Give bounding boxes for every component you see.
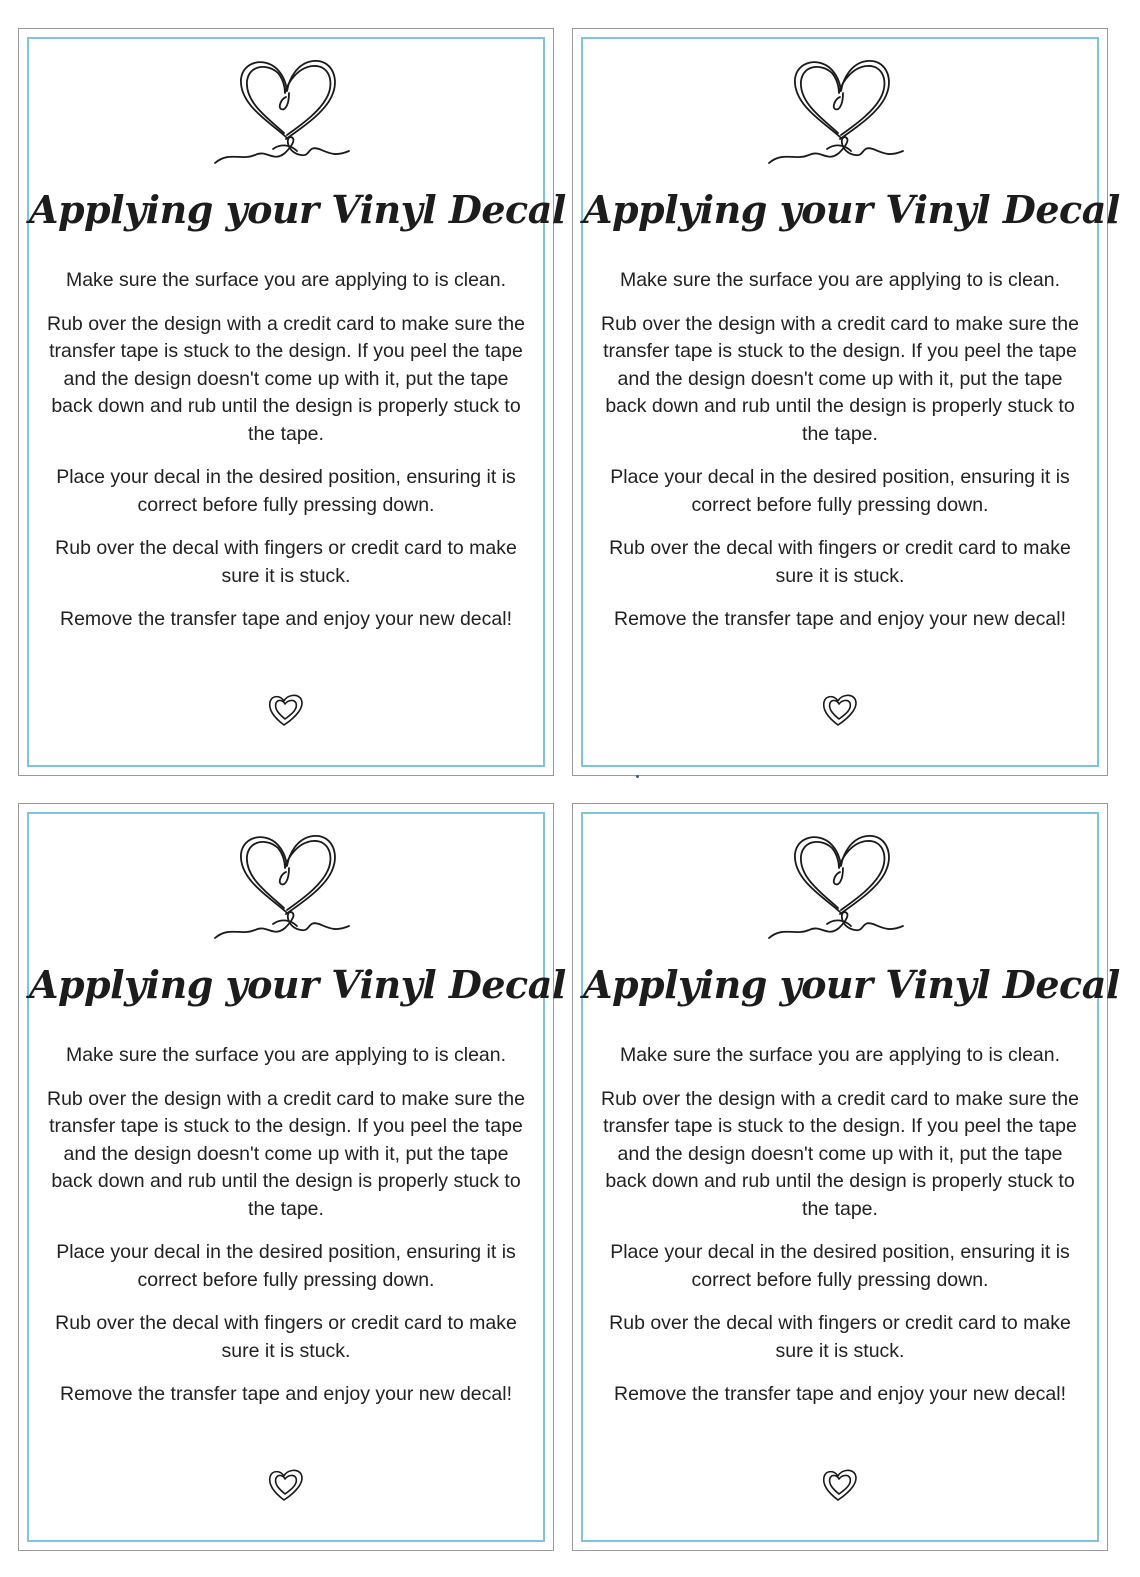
step-2: Rub over the design with a credit card to make sure the transfer tape is stuck to the design. If you peel the tape and the design doesn't come up with it, put the tape back down and rub until the design is properly stuck to the tape.	[47, 1087, 525, 1220]
step-1: Make sure the surface you are applying to is clean.	[619, 269, 1061, 291]
card-title: Applying your Vinyl Decal	[29, 187, 566, 232]
small-double-heart-icon	[818, 687, 862, 731]
instruction-card-4	[572, 803, 1120, 1551]
instruction-card-1	[18, 28, 566, 776]
step-5: Remove the transfer tape and enjoy your new decal!	[613, 608, 1066, 630]
scribble-heart-icon	[765, 828, 915, 940]
step-1: Make sure the surface you are applying to is clean.	[65, 1044, 507, 1066]
card-title: Applying your Vinyl Decal	[29, 962, 566, 1007]
step-4: Rub over the decal with fingers or credit card to make sure it is stuck.	[609, 1312, 1071, 1362]
card-inner-border	[27, 37, 566, 767]
step-1: Make sure the surface you are applying to is clean.	[65, 269, 507, 291]
instruction-steps	[595, 267, 1085, 650]
small-double-heart-icon	[264, 687, 308, 731]
scribble-heart-icon	[211, 828, 361, 940]
step-2: Rub over the design with a credit card to make sure the transfer tape is stuck to the design. If you peel the tape and the design doesn't come up with it, put the tape back down and rub until the design is properly stuck to the tape.	[47, 312, 525, 445]
instruction-steps	[41, 267, 531, 650]
step-5: Remove the transfer tape and enjoy your new decal!	[59, 1383, 512, 1405]
step-3: Place your decal in the desired position, ensuring it is correct before fully pressing down.	[610, 466, 1070, 516]
step-4: Rub over the decal with fingers or credit card to make sure it is stuck.	[55, 1312, 517, 1362]
card-title: Applying your Vinyl Decal	[583, 187, 1120, 232]
step-3: Place your decal in the desired position, ensuring it is correct before fully pressing down.	[56, 466, 516, 516]
step-2: Rub over the design with a credit card to make sure the transfer tape is stuck to the design. If you peel the tape and the design doesn't come up with it, put the tape back down and rub until the design is properly stuck to the tape.	[601, 312, 1079, 445]
step-5: Remove the transfer tape and enjoy your new decal!	[613, 1383, 1066, 1405]
scribble-heart-icon	[765, 53, 915, 165]
small-double-heart-icon	[818, 1462, 862, 1506]
step-5: Remove the transfer tape and enjoy your new decal!	[59, 608, 512, 630]
instruction-card-2	[572, 28, 1120, 776]
instruction-steps	[595, 1042, 1085, 1425]
instruction-steps	[41, 1042, 531, 1425]
card-inner-border	[27, 812, 566, 1542]
step-4: Rub over the decal with fingers or credit card to make sure it is stuck.	[55, 537, 517, 587]
scribble-heart-icon	[211, 53, 361, 165]
card-inner-border	[581, 812, 1120, 1542]
card-inner-border	[581, 37, 1120, 767]
stray-dot-mark	[636, 775, 639, 778]
step-3: Place your decal in the desired position, ensuring it is correct before fully pressing down.	[610, 1241, 1070, 1291]
small-double-heart-icon	[264, 1462, 308, 1506]
instruction-card-3	[18, 803, 566, 1551]
step-2: Rub over the design with a credit card to make sure the transfer tape is stuck to the design. If you peel the tape and the design doesn't come up with it, put the tape back down and rub until the design is properly stuck to the tape.	[601, 1087, 1079, 1220]
step-4: Rub over the decal with fingers or credit card to make sure it is stuck.	[609, 537, 1071, 587]
card-title: Applying your Vinyl Decal	[583, 962, 1120, 1007]
step-1: Make sure the surface you are applying to is clean.	[619, 1044, 1061, 1066]
step-3: Place your decal in the desired position, ensuring it is correct before fully pressing down.	[56, 1241, 516, 1291]
